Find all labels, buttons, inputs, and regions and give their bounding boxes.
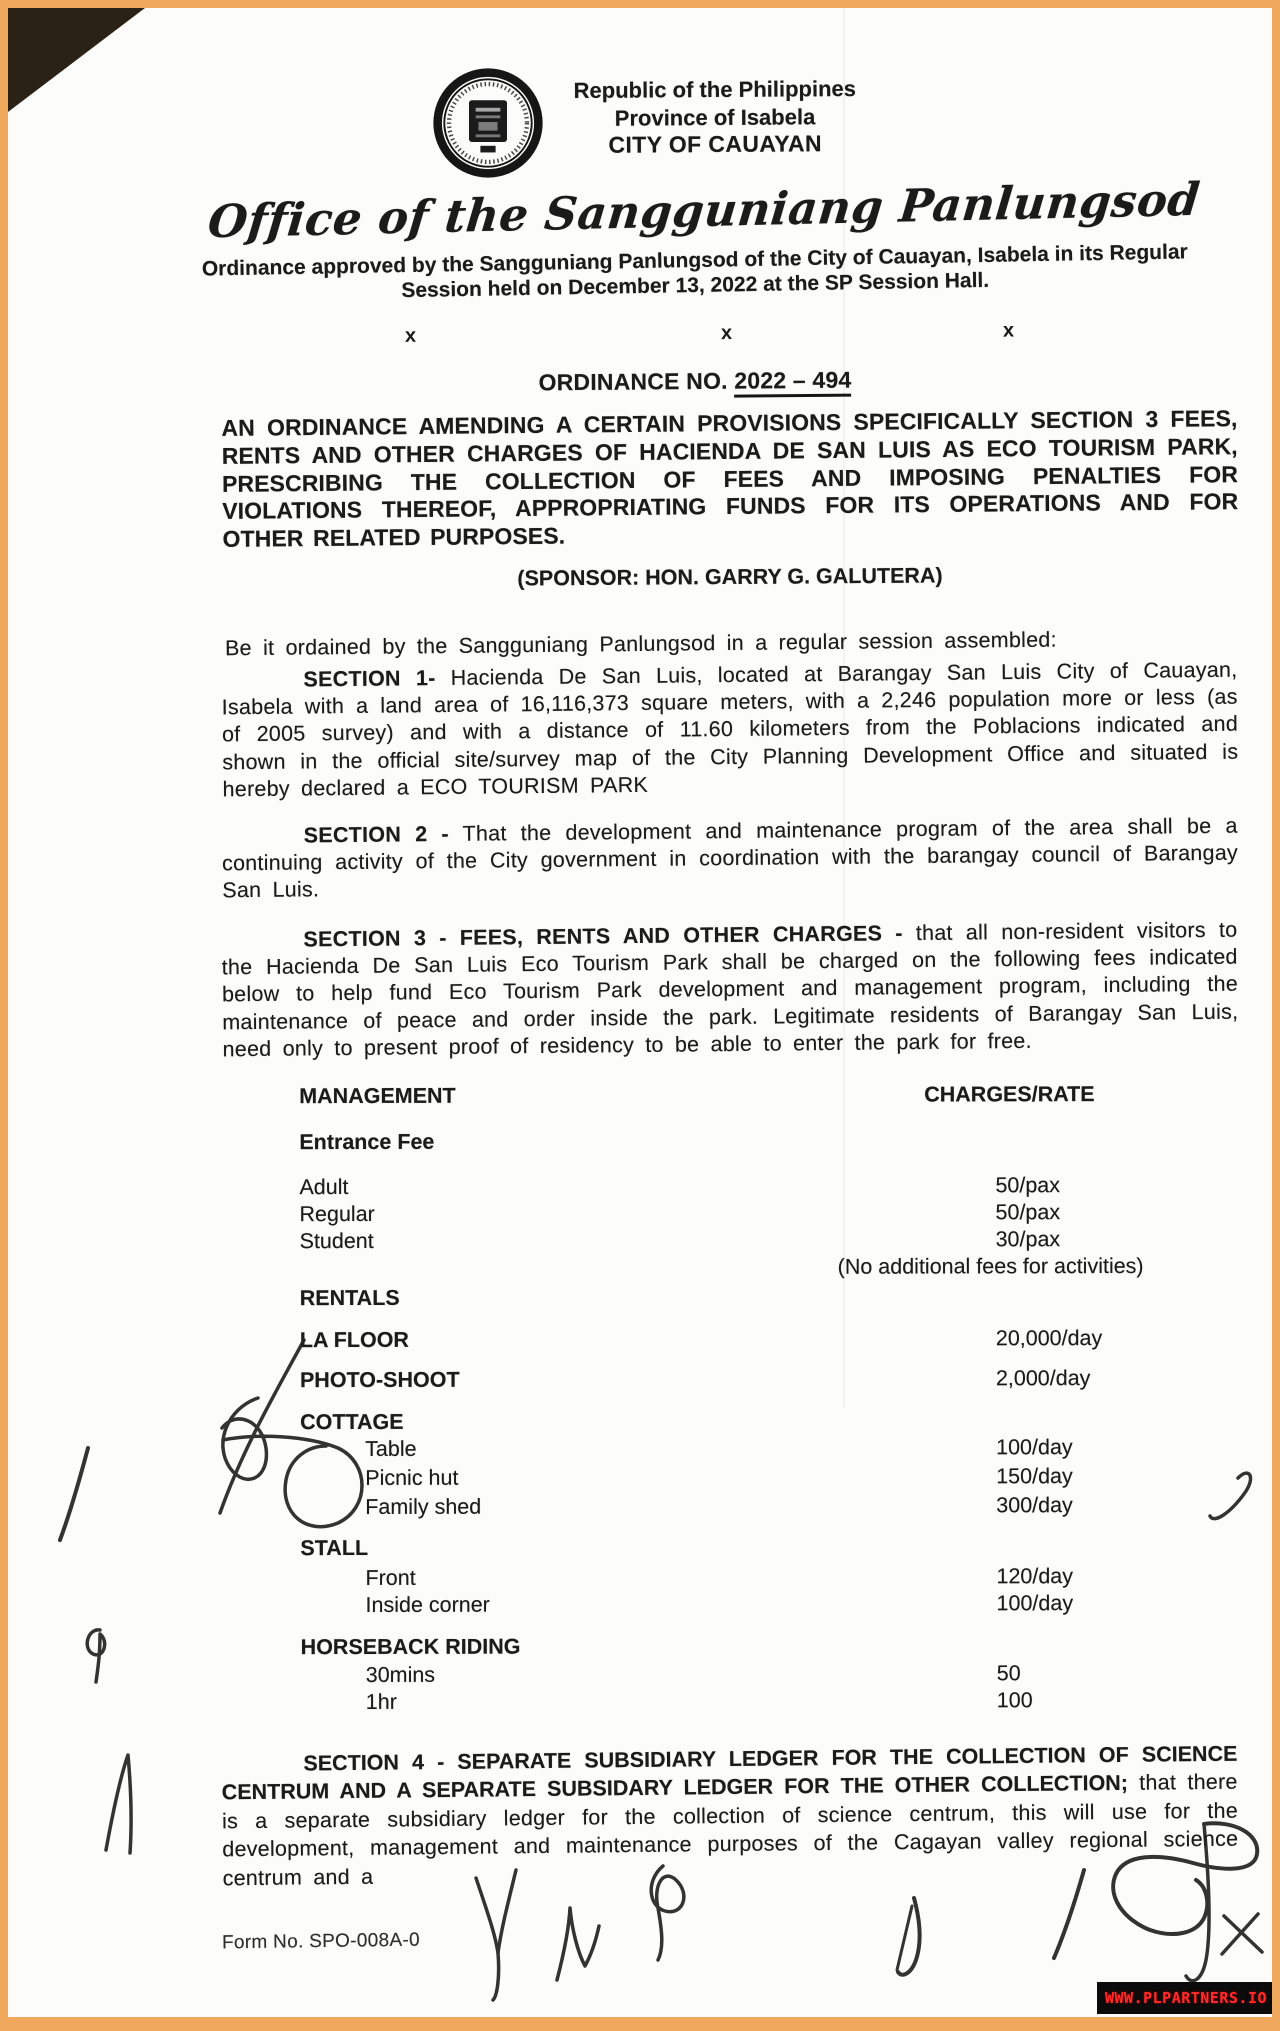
section-2-paragraph (222, 813, 1239, 905)
fee-table-col-management: MANAGEMENT (299, 1083, 456, 1109)
separator-x: x (404, 324, 417, 347)
section-1-label: SECTION 1- (303, 666, 436, 692)
fee-row-picnic-hut: Picnic hut 150/day (365, 1464, 1073, 1490)
fee-row-photo-shoot: PHOTO-SHOOT 2,000/day (299, 1366, 1091, 1393)
letterhead-republic: Republic of the Philippines (573, 76, 857, 103)
no-additional-fees-note: (No additional fees for activities) (837, 1253, 1144, 1279)
watermark-badge: WWW.PLPARTNERS.IO (1097, 1982, 1275, 2014)
fee-row-inside-corner: Inside corner 100/day (365, 1591, 1074, 1617)
fee-row-horseback-riding: HORSEBACK RIDING (300, 1634, 521, 1660)
letterhead-city: CITY OF CAUAYAN (608, 130, 823, 158)
letterhead (455, 74, 976, 160)
fee-table-col-charges: CHARGES/RATE (924, 1082, 1095, 1107)
fee-row-1hr: 1hr 100 (365, 1688, 1033, 1714)
enactment-clause: Be it ordained by the Sangguniang Panlungsod in a regular session assembled: (224, 627, 1057, 661)
office-title: Office of the Sangguniang Panlungsod (205, 172, 1203, 249)
fee-row-regular: Regular 50/pax (299, 1200, 1061, 1227)
section-2-label: SECTION 2 - (303, 821, 449, 848)
fee-row-adult: Adult 50/pax (299, 1173, 1061, 1200)
separator-x: x (1002, 319, 1015, 342)
fee-row-rentals: RENTALS (299, 1285, 400, 1311)
section-4-paragraph (221, 1740, 1238, 1893)
section-4-body: that there is a separate subsidiary ledger for the collection of science centrum, this will use for the development, management and maintenance purposes of the Cagayan valley regional science centrum and a (221, 1770, 1239, 1890)
letterhead-province: Province of Isabela (614, 103, 816, 131)
ordinance-number-label: ORDINANCE NO. (538, 367, 728, 396)
fee-row-student: Student 30/pax (299, 1227, 1061, 1254)
fee-row-cottage: COTTAGE (300, 1409, 404, 1435)
fee-row-stall: STALL (300, 1535, 369, 1561)
page-corner-fold (8, 8, 145, 112)
ordinance-number-heading (225, 364, 1165, 399)
form-number: Form No. SPO-008A-0 (221, 1929, 421, 1954)
section-3-body: that all non-resident visitors to the Hacienda De San Luis Eco Tourism Park shall be charged on the following fees indicated below to help fund Eco Tourism Park development and management program, including the maintenance of peace and order inside the park. Legitimate residents of Barangay San Luis, need only to present proof of residency to be able to enter the park for free. (221, 917, 1239, 1062)
section-1-paragraph (221, 657, 1238, 804)
separator-row (225, 318, 1235, 351)
section-2-body: That the development and maintenance program of the area shall be a continuing activity of the City government in coordination with the barangay council of Barangay San Luis. (221, 813, 1239, 903)
ordinance-title: AN ORDINANCE AMENDING A CERTAIN PROVISIONS SPECIFICALLY SECTION 3 FEES, RENTS AND OTHER CHARGES OF HACIENDA DE SAN LUIS AS ECO TOURISM PARK, PRESCRIBING THE COLLECTION OF FEES AND IMPOSING PENALTIES FOR VIOLATIONS THEREOF, APPROPRIATING FUNDS FOR ITS OPERATIONS AND FOR OTHER RELATED PURPOSES. (221, 405, 1239, 553)
approval-note: Ordinance approved by the Sangguniang Panlungsod of the City of Cauayan, Isabela in its Regular Session held on December 13, 2022 at the SP Session Hall. (201, 240, 1188, 303)
fee-table (224, 1081, 1238, 1717)
section-4-label: SECTION 4 - SEPARATE SUBSIDIARY LEDGER FOR THE COLLECTION OF SCIENCE CENTRUM AND A SEPARATE SUBSIDARY LEDGER FOR THE OTHER COLLECTION; (221, 1741, 1238, 1805)
fee-row-family-shed: Family shed 300/day (365, 1493, 1073, 1519)
fee-row-table: Table 100/day (365, 1435, 1073, 1461)
fee-row-la-floor: LA FLOOR 20,000/day (299, 1326, 1103, 1353)
section-3-label: SECTION 3 - FEES, RENTS AND OTHER CHARGES - (303, 921, 903, 952)
fee-table-header-row (224, 1081, 1236, 1111)
separator-x: x (720, 321, 733, 345)
ordinance-number-value: 2022 – 494 (734, 367, 851, 398)
fee-row-front: Front 120/day (365, 1564, 1074, 1590)
fee-row-note (225, 1253, 1237, 1283)
fee-row-30mins: 30mins 50 (365, 1661, 1021, 1687)
section-1-body: Hacienda De San Luis, located at Barangay San Luis City of Cauayan, Isabela with a land area of 16,116,373 square meters, with a 2,246 population more or less (as of 2005 survey) and with a distance of 11.60 kilometers from the Poblacions indicated and shown in the official site/survey map of the City Planning Development Office and situated is hereby declared a ECO TOURISM PARK (221, 657, 1239, 802)
sponsor-line: (SPONSOR: HON. GARRY G. GALUTERA) (517, 563, 943, 591)
section-3-paragraph (221, 917, 1238, 1064)
fee-row-entrance-fee: Entrance Fee (299, 1129, 435, 1155)
